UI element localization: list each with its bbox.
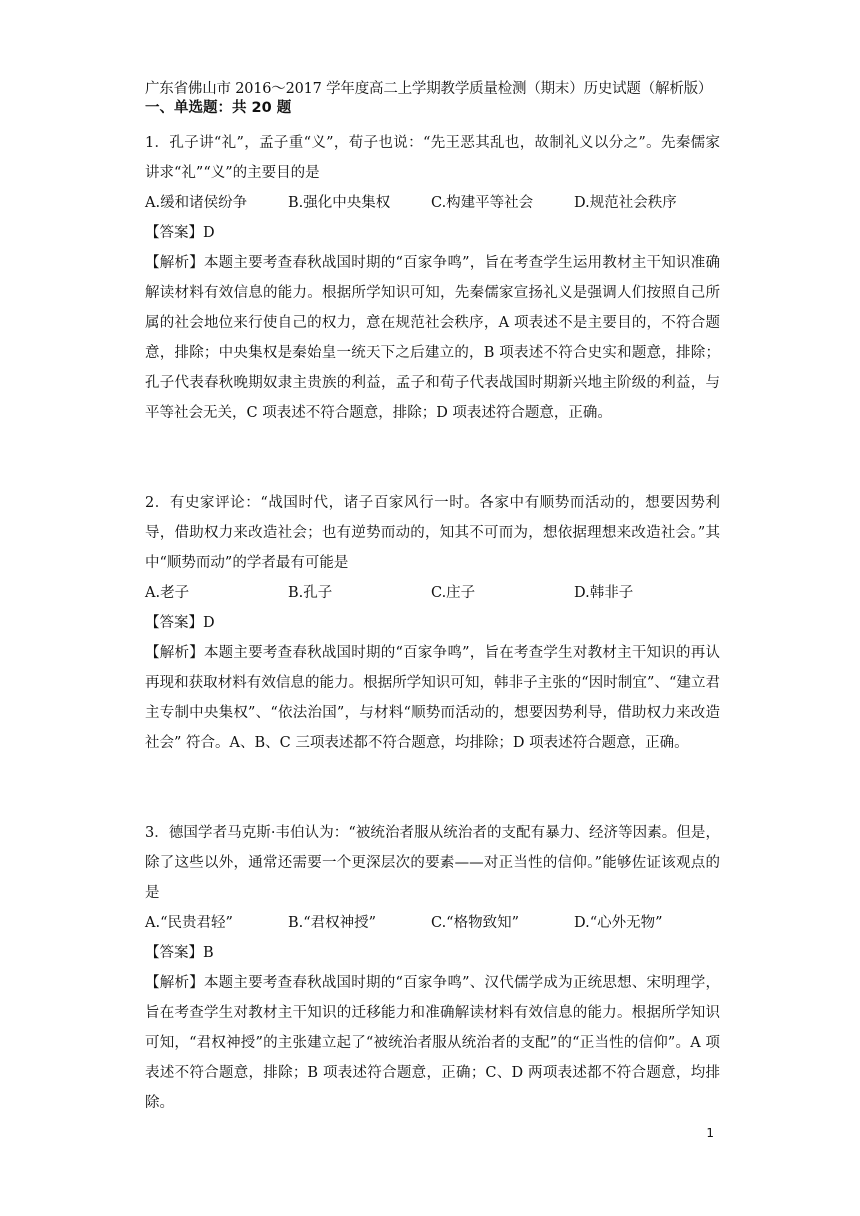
document-content (145, 80, 720, 1118)
option-b: B.孔子 (288, 585, 333, 601)
answer: 【答案】D (145, 225, 215, 241)
analysis: 【解析】本题主要考查春秋战国时期的“百家争鸣”，旨在考查学生运用教材主干知识准确解读材料有效信息的能力。根据所学知识可知，先秦儒家宣扬礼义是强调人们按照自己所属的社会地位来行使自己的权力，意在规范社会秩序，A 项表述不是主要目的，不符合题意，排除；中央集权是秦始皇一统天下之后建立的，B 项表述不符合史实和题意，排除；孔子代表春秋晚期奴隶主贵族的利益，孟子和荀子代表战国时期新兴地主阶级的利益，与平等社会无关，C 项表述不符合题意，排除；D 项表述符合题意，正确。 (145, 255, 720, 421)
section-heading: 一、单选题：共 20 题 (145, 100, 292, 116)
option-a: A.“民贵君轻” (145, 915, 233, 931)
option-d: D.“心外无物” (574, 915, 663, 931)
options-row (145, 578, 720, 608)
option-a: A.老子 (145, 585, 190, 601)
question-text: 3．德国学者马克斯·韦伯认为：“被统治者服从统治者的支配有暴力、经济等因素。但是，除了这些以外，通常还需要一个更深层次的要素——对正当性的信仰。”能够佐证该观点的是 (145, 825, 720, 901)
question-text: 2．有史家评论：“战国时代，诸子百家风行一时。各家中有顺势而活动的，想要因势利导，借助权力来改造社会；也有逆势而动的，知其不可而为，想依据理想来改造社会。”其中“顺势而动”的学者最有可能是 (145, 495, 720, 571)
option-d: D.韩非子 (574, 585, 634, 601)
answer: 【答案】B (145, 945, 214, 961)
options-row (145, 188, 720, 218)
option-a: A.缓和诸侯纷争 (145, 195, 248, 211)
analysis: 【解析】本题主要考查春秋战国时期的“百家争鸣”，旨在考查学生对教材主干知识的再认再现和获取材料有效信息的能力。根据所学知识可知，韩非子主张的“因时制宜”、“建立君主专制中央集权”、“依法治国”，与材料“顺势而活动的，想要因势利导，借助权力来改造社会” 符合。A、B、C 三项表述都不符合题意，均排除；D 项表述符合题意，正确。 (145, 645, 720, 751)
option-c: C.庄子 (431, 585, 476, 601)
analysis: 【解析】本题主要考查春秋战国时期的“百家争鸣”、汉代儒学成为正统思想、宋明理学，旨在考查学生对教材主干知识的迁移能力和准确解读材料有效信息的能力。根据所学知识可知，“君权神授”的主张建立起了“被统治者服从统治者的支配”的“正当性的信仰”。A 项表述不符合题意，排除；B 项表述符合题意，正确；C、D 两项表述都不符合题意，均排除。 (145, 975, 720, 1111)
option-c: C.构建平等社会 (431, 195, 534, 211)
document-title: 广东省佛山市 2016～2017 学年度高二上学期教学质量检测（期末）历史试题（解析版） (145, 81, 713, 97)
question-2 (145, 488, 720, 758)
option-b: B.“君权神授” (288, 915, 377, 931)
question-text: 1．孔子讲“礼”，孟子重“义”，荀子也说：“先王恶其乱也，故制礼义以分之”。先秦儒家讲求“礼”“义”的主要目的是 (145, 135, 720, 181)
option-c: C.“格物致知” (431, 915, 520, 931)
options-row (145, 908, 720, 938)
option-d: D.规范社会秩序 (574, 195, 677, 211)
spacer (145, 758, 720, 818)
spacer (145, 428, 720, 488)
question-1 (145, 128, 720, 428)
answer: 【答案】D (145, 615, 215, 631)
option-b: B.强化中央集权 (288, 195, 391, 211)
page-number: 1 (706, 1126, 714, 1140)
question-3 (145, 818, 720, 1118)
